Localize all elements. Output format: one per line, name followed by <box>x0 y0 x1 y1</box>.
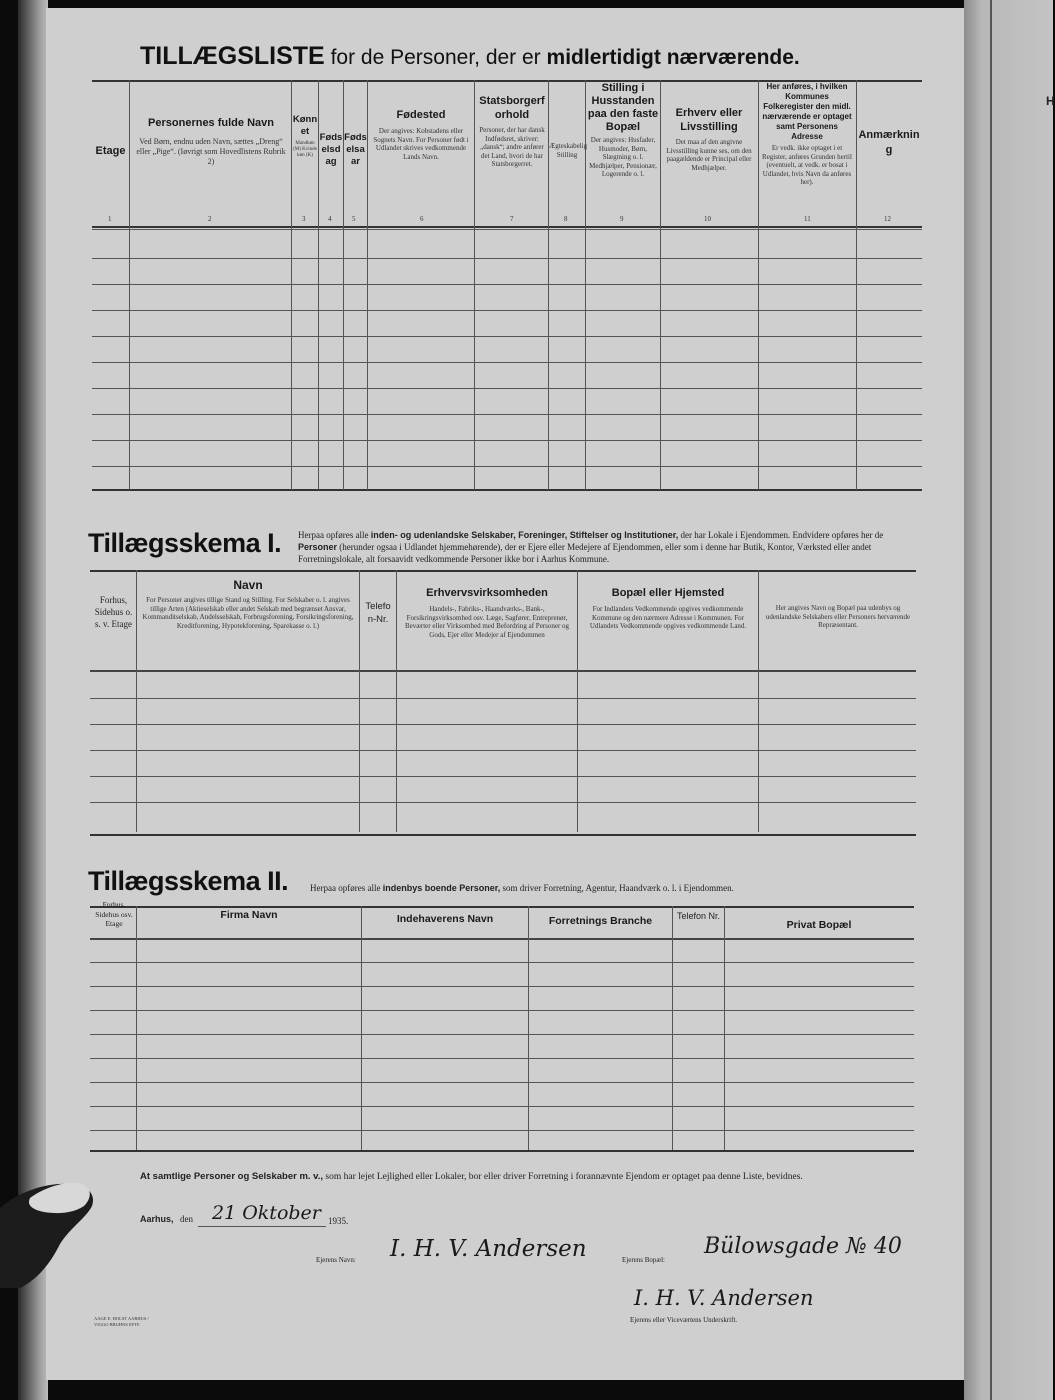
owner-name-label: Ejerens Navn: <box>316 1256 356 1264</box>
col-title-navn: Personernes fulde Navn <box>148 117 274 129</box>
col-num-5: 5 <box>352 215 356 223</box>
skema2-title: Tillægsskema II. <box>88 866 289 896</box>
skema1-intro-d: Endvidere opføres her de <box>792 530 884 540</box>
skema2-col-bopael: Privat Bopæl <box>786 919 852 931</box>
skema2-col-firma: Firma Navn <box>220 909 278 921</box>
skema1-intro-f: (herunder ogsaa i Udlandet hjemmehørende), der er Ejere eller Medejere af Ejendommen, eller som i denne har Butik, Kontor, Værksted eller andet Forretningslokale, alt forsaavidt vedkommende Personer ikke bor i Aarhus Kommune. <box>298 542 872 564</box>
page-title <box>140 42 920 71</box>
col-title-erhverv: Erhverv eller Livsstilling <box>675 107 743 133</box>
skema1-col-bopael-desc: For Indlandets Vedkommende opgives vedkommende Kommune og den nærmere Adresse i Kommunen. For Udlandets Vedkommende opgives vedkommende Land. <box>589 605 747 630</box>
col-header-navn <box>134 116 288 167</box>
col-header-etage: Etage <box>95 145 126 157</box>
col-header-stilling <box>587 82 659 179</box>
facing-page-mark: H <box>1046 94 1055 108</box>
printer-mark: AAGE E. HOLST AARHUS / VIGGO BRUHNS EFTF. <box>94 1316 149 1327</box>
col-num-10: 10 <box>704 215 711 223</box>
facing-page-edge <box>964 0 1053 1400</box>
declaration-text: som har lejet Lejlighed eller Lokaler, bor eller driver Forretning i forannævnte Ejendom er optaget paa denne Liste, bevidnes. <box>325 1172 803 1182</box>
signature-block <box>630 1286 880 1328</box>
skema2-col-etage: Forhus, Sidehus osv. Etage <box>95 900 133 928</box>
col-title-fodested: Fødested <box>396 109 446 121</box>
skema2-intro-c: som driver Forretning, Agentur, Haandværk o. l. i Ejendommen. <box>502 883 734 893</box>
skema1-col-bopael <box>582 586 754 631</box>
den-label: den <box>180 1214 193 1224</box>
skema2-col-indehaver: Indehaverens Navn <box>396 913 494 925</box>
col-num-4: 4 <box>328 215 332 223</box>
col-num-6: 6 <box>420 215 424 223</box>
col-desc-navn: Ved Børn, endnu uden Navn, sættes „Dreng“ eller „Pige“. (Iøvrigt som Hovedlistens Rubrik 2) <box>136 137 286 166</box>
footer-declaration <box>140 1170 920 1184</box>
col-header-aegteskab: Ægteskabelig Stilling <box>549 142 588 159</box>
col-header-konnet <box>292 114 318 159</box>
skema2-col-branche: Forretnings Branche <box>548 915 653 927</box>
col-title-folkeregister: Her anføres, i hvilken Kommunes Folkeregister den midl. nærværende er optaget samt Personens Adresse <box>762 82 852 141</box>
title-normal-part: for de Personer, der er <box>330 46 541 69</box>
skema1-intro-c: der har Lokale i Ejendommen. <box>680 530 791 540</box>
col-num-9: 9 <box>620 215 624 223</box>
col-desc-statsborger: Personer, der har dansk Indfødsret, skriver: „dansk“; andre anfører det Land, hvori de har Statsborgerret. <box>479 126 545 168</box>
signature-handwritten: I. H. V. Andersen <box>634 1286 814 1310</box>
skema1-col-erhverv <box>400 586 574 639</box>
col-desc-konnet: Mandkøn (M) Kvindekøn (K) <box>293 141 317 158</box>
col-num-3: 3 <box>302 215 306 223</box>
skema1-col-navn-title: Navn <box>233 578 263 592</box>
owner-address-label: Ejerens Bopæl: <box>622 1256 665 1264</box>
skema1-col-navn-desc: For Personer angives tillige Stand og Stilling. For Selskaber o. l. angives tillige Arten (Aktieselskab eller andet Selskab med begrænset Ansvar, Kommanditselskab, Andelsselskab, Forbrugsforening, Forsikringsforening, Kreditforening, Hypotekforening, Sparekasse o. l.) <box>142 596 354 630</box>
skema1-intro-a: Herpaa opføres alle <box>298 530 369 540</box>
col-num-2: 2 <box>208 215 212 223</box>
skema1-title: Tillægsskema I. <box>88 528 282 558</box>
skema1-intro <box>298 529 924 565</box>
col-title-statsborger: Statsborgerforhold <box>479 95 545 121</box>
col-num-12: 12 <box>884 215 891 223</box>
col-desc-fodested: Der angives: Kobstadens eller Sognets Navn. For Personer født i Udlandet skrives vedkommende Lands Navn. <box>373 127 469 161</box>
col-desc-erhverv: Det maa af den angivne Livsstilling kunne ses, om den paagældende er Principal eller Medhjælper. <box>666 138 752 172</box>
owner-address-handwritten: Bülowsgade № 40 <box>704 1234 902 1259</box>
signature-label: Ejerens eller Viceværtens Underskrift. <box>630 1316 738 1324</box>
form-page <box>46 8 964 1380</box>
title-bold-part: TILLÆGSLISTE <box>140 42 325 70</box>
year-label: 1935. <box>328 1216 349 1226</box>
col-title-konnet: Kønnet <box>292 114 318 137</box>
col-num-11: 11 <box>804 215 811 223</box>
owner-name-handwritten: I. H. V. Andersen <box>390 1236 587 1262</box>
skema1-intro-e: Personer <box>298 542 338 552</box>
skema1-col-erhverv-desc: Handels-, Fabriks-, Haandværks-, Bank-, Forsikringsvirksomhed osv. Læge, Sagfører, Entreprenør, Beværter eller Virksomhed med Befordring af Personer og Gods, Ejer eller Medejer af Ejendommen <box>404 605 570 639</box>
title-bold-end: midlertidigt nærværende. <box>546 46 800 69</box>
col-header-fodselsdag: Fødselsdag <box>319 132 343 167</box>
skema2-intro-a: Herpaa opføres alle <box>310 883 381 893</box>
skema2-intro <box>310 882 930 894</box>
date-line <box>140 1202 460 1232</box>
declaration-bold: At samtlige Personer og Selskaber m. v., <box>140 1171 324 1182</box>
col-header-erhverv <box>662 106 756 172</box>
col-num-7: 7 <box>510 215 514 223</box>
col-header-statsborger <box>477 94 547 169</box>
skema1-col-repraesentant: Her angives Navn og Bopæl paa udenbys og udenlandske Selskabers eller Personers herværende Repræsentant. <box>765 604 911 629</box>
date-handwritten: 21 Oktober <box>212 1202 321 1224</box>
skema1-col-navn <box>141 578 355 630</box>
facing-page-divider <box>990 0 992 1400</box>
city-label: Aarhus, <box>140 1214 174 1224</box>
skema1-col-telefon: Telefon-Nr. <box>365 601 391 625</box>
skema1-intro-b: inden- og udenlandske Selskaber, Foreninger, Stiftelser og Institutioner, <box>370 530 679 540</box>
owner-line <box>316 1234 916 1272</box>
skema1-col-etage: Forhus, Sidehus o. s. v. Etage <box>94 595 133 629</box>
col-num-1: 1 <box>108 215 112 223</box>
skema2-intro-b: indenbys boende Personer, <box>382 883 501 893</box>
col-num-8: 8 <box>564 215 568 223</box>
skema1-col-bopael-title: Bopæl eller Hjemsted <box>611 587 725 599</box>
col-header-fodested <box>370 108 472 161</box>
skema2-col-telefon: Telefon Nr. <box>676 911 721 921</box>
thumb-photo-artifact <box>0 1168 98 1288</box>
col-title-stilling: Stilling i Husstanden paa den faste Bopæl <box>587 82 659 133</box>
col-header-fodselsaar: Fødselsaar <box>344 132 367 167</box>
col-header-anmaerkning: Anmærkning <box>858 129 920 156</box>
col-desc-stilling: Der angives: Husfader, Husmoder, Børn, Slægtning o. l. Medhjælper, Pensionær, Logerende o. l. <box>589 136 657 178</box>
col-header-folkeregister <box>760 82 854 187</box>
col-desc-folkeregister: Er vedk. ikke optaget i et Register, anføres Grunden hertil (eventuelt, at vedk. er bosat i Udlandet, hvis Navn da anføres her). <box>762 144 852 186</box>
skema1-col-erhverv-title: Erhvervsvirksomheden <box>426 587 548 599</box>
